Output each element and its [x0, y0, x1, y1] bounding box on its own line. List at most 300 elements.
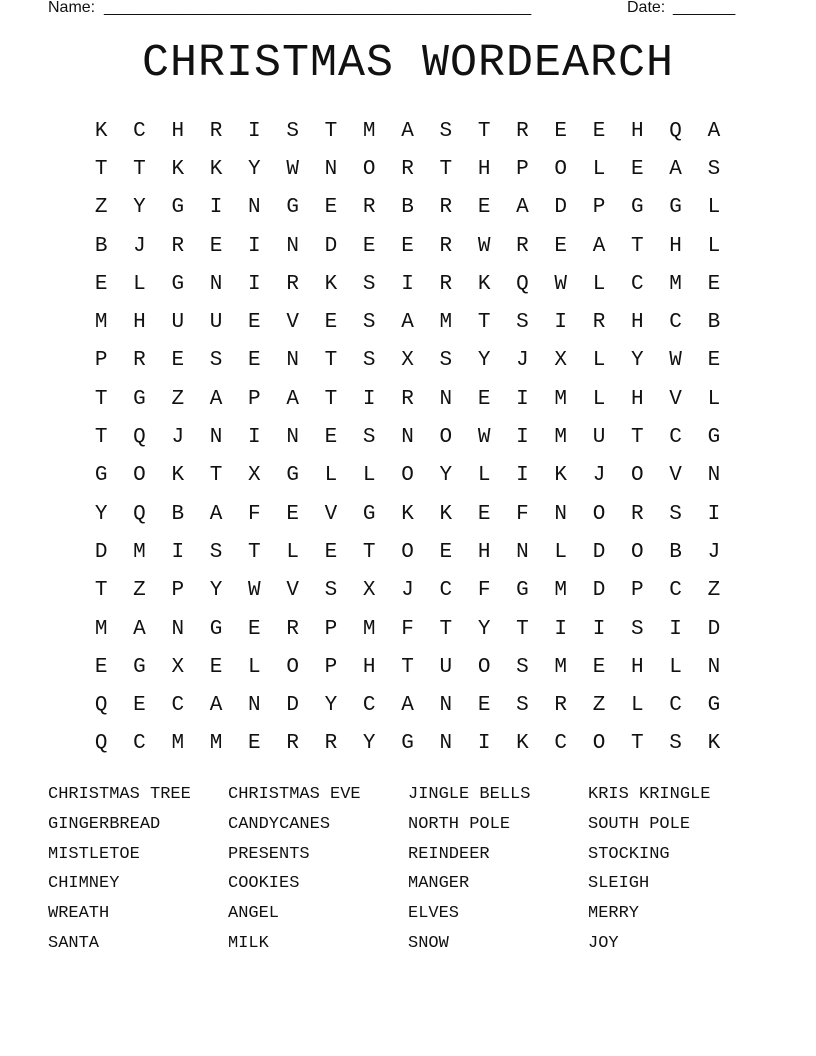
grid-letter: K [209, 157, 223, 181]
grid-letter: E [324, 196, 338, 220]
grid-letter: H [631, 655, 644, 679]
grid-letter: E [94, 272, 108, 296]
grid-letter: I [477, 732, 491, 756]
grid-letter: L [324, 464, 338, 488]
grid-letter: A [133, 617, 146, 641]
grid-letter: N [707, 464, 721, 488]
grid-letter: I [248, 272, 261, 296]
grid-letter: N [516, 540, 529, 564]
grid-letter: T [133, 157, 146, 181]
grid-letter: T [631, 732, 644, 756]
grid-letter: B [669, 540, 682, 564]
grid-letter: T [209, 464, 223, 488]
grid-letter: T [324, 349, 338, 373]
word-list [48, 780, 768, 959]
grid-letter: S [669, 502, 682, 526]
grid-letter: H [362, 655, 376, 679]
grid-letter: S [324, 579, 338, 603]
grid-letter: Q [94, 732, 108, 756]
grid-letter: G [516, 579, 529, 603]
grid-letter: K [94, 119, 108, 143]
grid-letter: N [439, 732, 453, 756]
grid-letter: E [248, 617, 261, 641]
grid-letter: C [362, 694, 376, 718]
grid-letter: L [286, 540, 299, 564]
grid-letter: U [171, 311, 185, 335]
grid-letter: V [286, 579, 299, 603]
grid-letter: Y [248, 157, 261, 181]
grid-letter: K [171, 157, 185, 181]
grid-letter: M [554, 387, 568, 411]
grid-letter: E [209, 655, 223, 679]
grid-letter: L [592, 349, 606, 373]
grid-letter: I [362, 387, 376, 411]
grid-letter: R [324, 732, 338, 756]
grid-letter: L [707, 387, 721, 411]
grid-letter: D [707, 617, 721, 641]
grid-letter: I [248, 426, 261, 450]
grid-letter: J [707, 540, 721, 564]
grid-letter: W [477, 234, 491, 258]
grid-letter: A [707, 119, 721, 143]
grid-letter: K [477, 272, 491, 296]
grid-letter: R [286, 732, 299, 756]
word-list-item: MANGER [408, 874, 470, 894]
grid-letter: R [286, 617, 299, 641]
grid-letter: Y [133, 196, 146, 220]
grid-letter: O [592, 502, 606, 526]
grid-letter: R [362, 196, 376, 220]
grid-letter: G [94, 464, 108, 488]
grid-letter: S [516, 655, 529, 679]
grid-letter: C [669, 579, 682, 603]
grid-letter: L [707, 196, 721, 220]
grid-letter: O [592, 732, 606, 756]
grid-letter: E [631, 157, 644, 181]
grid-letter: D [592, 540, 606, 564]
word-list-item: ANGEL [228, 904, 280, 924]
grid-letter: G [286, 464, 299, 488]
grid-letter: M [554, 579, 568, 603]
grid-letter: N [286, 426, 299, 450]
grid-letter: C [171, 694, 185, 718]
grid-letter: O [631, 540, 644, 564]
grid-letter: E [592, 655, 606, 679]
grid-letter: O [362, 157, 376, 181]
grid-letter: S [669, 732, 682, 756]
grid-letter: B [171, 502, 185, 526]
grid-letter: R [516, 234, 529, 258]
grid-letter: B [94, 234, 108, 258]
grid-letter: S [209, 540, 223, 564]
grid-letter: E [477, 694, 491, 718]
grid-letter: P [592, 196, 606, 220]
grid-letter: X [401, 349, 414, 373]
grid-letter: R [439, 272, 453, 296]
word-list-item: CHIMNEY [48, 874, 120, 894]
grid-letter: A [401, 694, 414, 718]
grid-letter: E [324, 311, 338, 335]
grid-letter: J [401, 579, 414, 603]
grid-letter: G [209, 617, 223, 641]
grid-letter: F [401, 617, 414, 641]
grid-letter: E [477, 387, 491, 411]
grid-letter: I [248, 234, 261, 258]
grid-letter: H [133, 311, 146, 335]
grid-letter: N [439, 694, 453, 718]
grid-letter: O [439, 426, 453, 450]
grid-letter: P [324, 617, 338, 641]
grid-letter: J [171, 426, 185, 450]
header-line [48, 0, 748, 20]
name-blank-line: ________________________________________________ [104, 0, 532, 16]
grid-letter: L [554, 540, 568, 564]
grid-letter: O [401, 464, 414, 488]
grid-letter: W [554, 272, 568, 296]
grid-letter: T [94, 387, 108, 411]
grid-letter: N [248, 694, 261, 718]
date-label: Date: [627, 0, 666, 16]
grid-letter: H [631, 311, 644, 335]
grid-letter: K [439, 502, 453, 526]
grid-letter: K [324, 272, 338, 296]
grid-letter: O [554, 157, 568, 181]
puzzle-grid [82, 112, 733, 763]
grid-letter: Y [209, 579, 223, 603]
grid-letter: L [362, 464, 376, 488]
grid-letter: J [516, 349, 529, 373]
grid-letter: S [362, 311, 376, 335]
grid-letter: N [707, 655, 721, 679]
grid-letter: H [477, 540, 491, 564]
grid-letter: B [401, 196, 414, 220]
grid-letter: P [516, 157, 529, 181]
grid-letter: I [516, 426, 529, 450]
grid-letter: K [401, 502, 414, 526]
grid-letter: E [94, 655, 108, 679]
grid-letter: M [554, 655, 568, 679]
grid-letter: M [94, 617, 108, 641]
grid-letter: L [477, 464, 491, 488]
grid-letter: W [248, 579, 261, 603]
grid-letter: I [401, 272, 414, 296]
grid-letter: M [669, 272, 682, 296]
grid-letter: U [439, 655, 453, 679]
word-list-item: STOCKING [588, 844, 670, 864]
grid-letter: Z [592, 694, 606, 718]
grid-letter: Q [516, 272, 529, 296]
grid-letter: N [554, 502, 568, 526]
grid-letter: U [592, 426, 606, 450]
grid-letter: H [669, 234, 682, 258]
grid-letter: D [324, 234, 338, 258]
grid-letter: P [324, 655, 338, 679]
grid-letter: G [707, 694, 721, 718]
grid-letter: H [171, 119, 185, 143]
grid-letter: C [554, 732, 568, 756]
grid-letter: L [592, 387, 606, 411]
grid-letter: E [324, 540, 338, 564]
grid-letter: E [248, 349, 261, 373]
grid-letter: R [401, 387, 414, 411]
grid-letter: Z [707, 579, 721, 603]
grid-letter: Q [133, 502, 146, 526]
grid-letter: K [707, 732, 721, 756]
grid-letter: T [631, 234, 644, 258]
grid-letter: G [669, 196, 682, 220]
grid-letter: T [401, 655, 414, 679]
grid-letter: L [631, 694, 644, 718]
grid-letter: E [401, 234, 414, 258]
grid-letter: Z [133, 579, 146, 603]
grid-letter: Y [362, 732, 376, 756]
grid-letter: D [94, 540, 108, 564]
grid-letter: N [286, 234, 299, 258]
grid-letter: C [631, 272, 644, 296]
grid-letter: I [554, 311, 568, 335]
grid-letter: S [516, 694, 529, 718]
grid-letter: I [669, 617, 682, 641]
grid-letter: I [209, 196, 223, 220]
grid-letter: O [133, 464, 146, 488]
grid-letter: F [516, 502, 529, 526]
grid-letter: E [362, 234, 376, 258]
grid-letter: G [133, 387, 146, 411]
grid-letter: V [669, 464, 682, 488]
grid-letter: H [631, 119, 644, 143]
grid-letter: A [592, 234, 606, 258]
grid-letter: I [516, 387, 529, 411]
grid-letter: P [94, 349, 108, 373]
grid-letter: L [669, 655, 682, 679]
grid-letter: P [171, 579, 185, 603]
grid-letter: G [171, 272, 185, 296]
grid-letter: O [477, 655, 491, 679]
grid-letter: E [324, 426, 338, 450]
grid-letter: O [286, 655, 299, 679]
grid-letter: I [516, 464, 529, 488]
grid-letter: R [286, 272, 299, 296]
grid-letter: H [477, 157, 491, 181]
grid-letter: O [631, 464, 644, 488]
grid-letter: G [401, 732, 414, 756]
word-list-item: CHRISTMAS TREE [48, 785, 191, 804]
grid-letter: E [477, 502, 491, 526]
grid-letter: M [209, 732, 223, 756]
grid-letter: M [94, 311, 108, 335]
grid-letter: T [248, 540, 261, 564]
grid-letter: T [94, 426, 108, 450]
grid-letter: L [592, 272, 606, 296]
grid-letter: C [669, 694, 682, 718]
grid-letter: D [286, 694, 299, 718]
grid-letter: Z [94, 196, 108, 220]
grid-letter: G [362, 502, 376, 526]
word-list-item: KRIS KRINGLE [588, 785, 711, 804]
grid-letter: G [286, 196, 299, 220]
grid-letter: S [707, 157, 721, 181]
grid-letter: W [669, 349, 682, 373]
grid-letter: C [133, 732, 146, 756]
grid-letter: E [133, 694, 146, 718]
grid-letter: N [439, 387, 453, 411]
grid-letter: R [439, 196, 453, 220]
grid-letter: N [248, 196, 261, 220]
grid-letter: F [477, 579, 491, 603]
grid-letter: R [516, 119, 529, 143]
grid-letter: R [171, 234, 185, 258]
grid-letter: K [554, 464, 568, 488]
grid-letter: Q [669, 119, 682, 143]
grid-letter: Q [133, 426, 146, 450]
grid-letter: N [401, 426, 414, 450]
grid-letter: P [631, 579, 644, 603]
grid-letter: I [554, 617, 568, 641]
grid-letter: D [554, 196, 568, 220]
grid-letter: T [324, 119, 338, 143]
grid-letter: L [707, 234, 721, 258]
grid-letter: A [209, 502, 223, 526]
grid-letter: I [592, 617, 606, 641]
grid-letter: S [286, 119, 299, 143]
grid-letter: L [592, 157, 606, 181]
grid-letter: K [516, 732, 529, 756]
grid-letter: C [439, 579, 453, 603]
grid-letter: J [592, 464, 606, 488]
grid-letter: S [516, 311, 529, 335]
grid-letter: R [209, 119, 223, 143]
page-title: CHRISTMAS WORDEARCH [141, 38, 675, 89]
grid-letter: M [133, 540, 146, 564]
grid-letter: T [362, 540, 376, 564]
grid-letter: L [133, 272, 146, 296]
grid-letter: U [209, 311, 223, 335]
word-list-item: MILK [228, 933, 269, 953]
grid-letter: E [554, 234, 568, 258]
grid-letter: T [477, 119, 491, 143]
grid-letter: K [171, 464, 185, 488]
grid-letter: T [439, 157, 453, 181]
grid-letter: R [592, 311, 606, 335]
grid-letter: E [248, 311, 261, 335]
grid-letter: Y [439, 464, 453, 488]
grid-letter: F [248, 502, 261, 526]
grid-letter: E [248, 732, 261, 756]
grid-letter: C [669, 426, 682, 450]
grid-letter: N [209, 426, 223, 450]
name-label: Name: [48, 0, 96, 16]
grid-letter: N [286, 349, 299, 373]
grid-letter: T [439, 617, 453, 641]
grid-letter: S [209, 349, 223, 373]
grid-letter: A [516, 196, 529, 220]
grid-letter: G [707, 426, 721, 450]
word-list-item: GINGERBREAD [48, 814, 161, 834]
grid-letter: S [362, 349, 376, 373]
grid-letter: E [286, 502, 299, 526]
grid-letter: M [554, 426, 568, 450]
grid-letter: S [439, 119, 453, 143]
grid-letter: R [439, 234, 453, 258]
grid-letter: H [631, 387, 644, 411]
grid-letter: Q [94, 694, 108, 718]
grid-letter: V [324, 502, 338, 526]
grid-letter: C [669, 311, 682, 335]
grid-letter: T [631, 426, 644, 450]
grid-letter: G [171, 196, 185, 220]
grid-letter: J [133, 234, 146, 258]
grid-letter: G [631, 196, 644, 220]
grid-letter: A [401, 311, 414, 335]
word-list-item: MERRY [588, 904, 640, 924]
grid-letter: G [133, 655, 146, 679]
word-list-item: REINDEER [408, 844, 490, 864]
grid-letter: M [439, 311, 453, 335]
word-list-item: MISTLETOE [48, 844, 140, 864]
grid-letter: E [171, 349, 185, 373]
grid-letter: T [516, 617, 529, 641]
grid-letter: E [707, 272, 721, 296]
grid-letter: E [477, 196, 491, 220]
grid-letter: E [209, 234, 223, 258]
grid-letter: N [209, 272, 223, 296]
word-list-item: WREATH [48, 904, 110, 924]
grid-letter: R [133, 349, 146, 373]
grid-letter: V [286, 311, 299, 335]
grid-letter: M [362, 119, 376, 143]
word-list-item: SNOW [408, 933, 449, 953]
grid-letter: A [209, 387, 223, 411]
grid-letter: Y [477, 349, 491, 373]
grid-letter: T [324, 387, 338, 411]
word-list-item: ELVES [408, 904, 460, 924]
date-blank-line: _______ [673, 0, 736, 16]
grid-letter: X [171, 655, 185, 679]
grid-letter: B [707, 311, 721, 335]
word-list-item: SLEIGH [588, 874, 650, 894]
grid-letter: S [362, 426, 376, 450]
grid-letter: S [439, 349, 453, 373]
grid-letter: T [94, 579, 108, 603]
grid-letter: M [171, 732, 185, 756]
grid-letter: I [707, 502, 721, 526]
grid-letter: I [171, 540, 185, 564]
grid-letter: P [248, 387, 261, 411]
grid-letter: X [248, 464, 261, 488]
grid-letter: E [592, 119, 606, 143]
grid-letter: N [324, 157, 338, 181]
grid-letter: R [554, 694, 568, 718]
grid-letter: R [631, 502, 644, 526]
grid-letter: C [133, 119, 146, 143]
grid-letter: X [362, 579, 376, 603]
word-list-item: CANDYCANES [228, 814, 331, 834]
grid-letter: M [362, 617, 376, 641]
word-list-item: PRESENTS [228, 844, 310, 864]
word-list-item: NORTH POLE [408, 814, 511, 834]
grid-letter: E [707, 349, 721, 373]
grid-letter: E [439, 540, 453, 564]
grid-letter: Y [94, 502, 108, 526]
grid-letter: T [94, 157, 108, 181]
grid-letter: Y [324, 694, 338, 718]
grid-letter: N [171, 617, 185, 641]
grid-letter: R [401, 157, 414, 181]
grid-letter: W [286, 157, 299, 181]
grid-letter: S [362, 272, 376, 296]
grid-letter: O [401, 540, 414, 564]
grid-letter: A [669, 157, 682, 181]
